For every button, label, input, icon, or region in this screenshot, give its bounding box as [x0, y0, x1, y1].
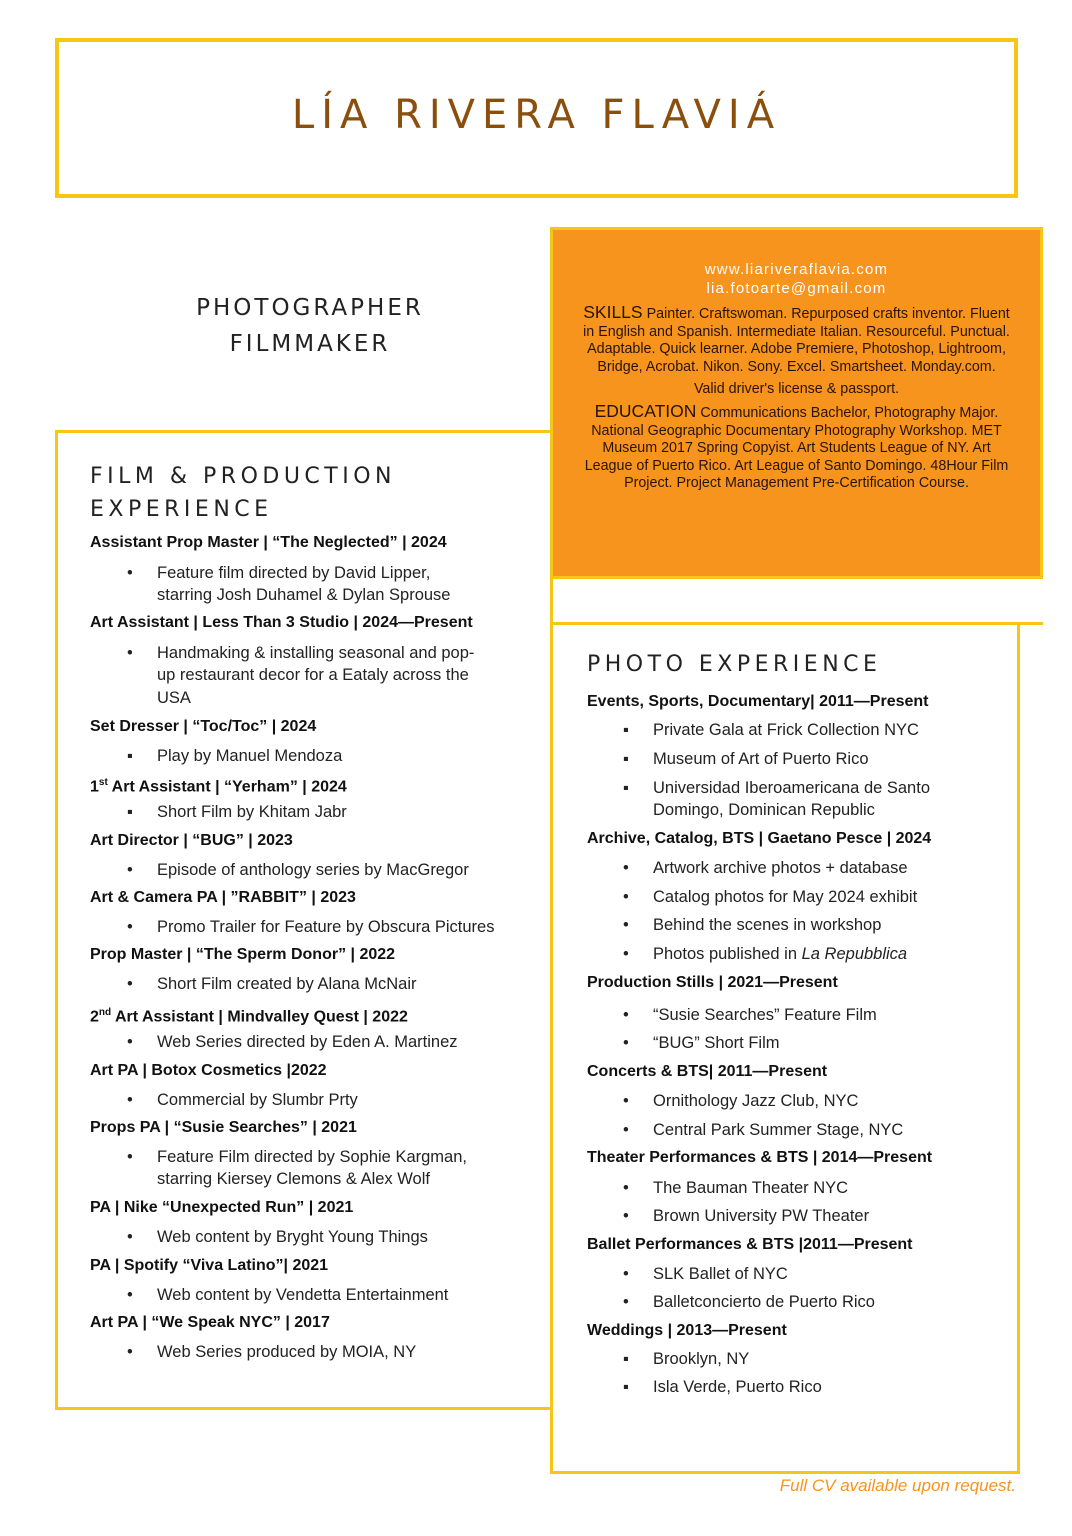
bullet-icon: •: [127, 1343, 133, 1361]
job-title: 2nd Art Assistant | Mindvalley Quest | 2022: [90, 1007, 408, 1026]
job-title: Events, Sports, Documentary| 2011—Present: [587, 693, 929, 710]
list-item: • The Bauman Theater NYC: [653, 1177, 848, 1200]
job-title: Props PA | “Susie Searches” | 2021: [90, 1119, 357, 1136]
list-item: • Web content by Bryght Young Things: [157, 1226, 428, 1249]
list-item: • Catalog photos for May 2024 exhibit: [653, 886, 917, 909]
skills-label: SKILLS: [583, 302, 643, 322]
job-title: Art & Camera PA | ”RABBIT” | 2023: [90, 889, 356, 906]
bullet-icon: •: [623, 1207, 629, 1225]
education-label: EDUCATION: [594, 400, 697, 421]
bullet-icon: •: [127, 1286, 133, 1304]
list-item: • Ornithology Jazz Club, NYC: [653, 1090, 858, 1113]
page-title: LÍA RIVERA FLAVIÁ: [291, 92, 782, 138]
role-line-1: PHOTOGRAPHER: [196, 295, 424, 321]
list-item: • Feature film directed by David Lipper,: [157, 562, 430, 585]
list-item: ▪ Universidad Iberoamericana de Santo: [653, 777, 930, 800]
bullet-icon: •: [623, 1121, 629, 1139]
list-item: • SLK Ballet of NYC: [653, 1263, 788, 1286]
website-link[interactable]: www.liariveraflavia.com: [704, 261, 889, 278]
job-title: Ballet Performances & BTS |2011—Present: [587, 1236, 913, 1253]
bullet-icon: •: [127, 975, 133, 993]
square-bullet-icon: ▪: [623, 1350, 629, 1368]
square-bullet-icon: ▪: [127, 747, 133, 765]
job-title: Weddings | 2013—Present: [587, 1322, 787, 1339]
list-item-cont: starring Kiersey Clemons & Alex Wolf: [157, 1170, 430, 1188]
bullet-icon: •: [623, 888, 629, 906]
list-item: • “Susie Searches” Feature Film: [653, 1004, 877, 1027]
list-item: • Web Series directed by Eden A. Martinez: [157, 1031, 458, 1054]
list-item: • Handmaking & installing seasonal and pop-: [157, 642, 474, 665]
list-item: ▪ Short Film by Khitam Jabr: [157, 801, 347, 824]
square-bullet-icon: ▪: [623, 1378, 629, 1396]
footer-note: Full CV available upon request.: [779, 1476, 1016, 1495]
list-item: ▪ Brooklyn, NY: [653, 1348, 749, 1371]
photo-section-title: PHOTO EXPERIENCE: [587, 652, 882, 677]
list-item: • Behind the scenes in workshop: [653, 914, 881, 937]
bullet-icon: •: [623, 1006, 629, 1024]
bullet-icon: •: [623, 1179, 629, 1197]
bullet-icon: •: [127, 564, 133, 582]
divider-line: [550, 622, 1043, 625]
list-item: • Brown University PW Theater: [653, 1205, 869, 1228]
bullet-icon: •: [127, 1148, 133, 1166]
square-bullet-icon: ▪: [623, 750, 629, 768]
list-item-cont: starring Josh Duhamel & Dylan Sprouse: [157, 586, 451, 604]
square-bullet-icon: ▪: [623, 779, 629, 797]
job-title: PA | Nike “Unexpected Run” | 2021: [90, 1199, 354, 1216]
bullet-icon: •: [623, 859, 629, 877]
list-item: ▪ Play by Manuel Mendoza: [157, 745, 342, 768]
list-item-cont: up restaurant decor for a Eataly across the: [157, 666, 469, 684]
list-item: • Promo Trailer for Feature by Obscura Pictures: [157, 916, 494, 939]
list-item: • Web Series produced by MOIA, NY: [157, 1341, 416, 1364]
email-link[interactable]: lia.fotoarte@gmail.com: [706, 280, 887, 297]
list-item: • Episode of anthology series by MacGregor: [157, 859, 469, 882]
job-title: 1st Art Assistant | “Yerham” | 2024: [90, 777, 347, 796]
bullet-icon: •: [623, 916, 629, 934]
education-text: Communications Bachelor, Photography Major. National Geographic Documentary Photography Workshop. MET Museum 2017 Spring Copyist. Art Students League of NY. Art League of Puerto Rico. Art League of Santo Domingo. 48Hour Film Project. Project Management Pre-Certification Course.: [584, 404, 1009, 492]
list-item: ▪ Isla Verde, Puerto Rico: [653, 1376, 822, 1399]
square-bullet-icon: ▪: [127, 803, 133, 821]
skills-text: Painter. Craftswoman. Repurposed crafts inventor. Fluent in English and Spanish. Intermediate Italian. Resourceful. Punctual. Adaptable. Quick learner. Adobe Premiere, Photoshop, Lightroom, Bridge, Acrobat. Nikon. Sony. Excel. Smartsheet. Monday.com.: [583, 306, 1010, 375]
job-title: Art PA | Botox Cosmetics |2022: [90, 1062, 327, 1079]
job-title: Concerts & BTS| 2011—Present: [587, 1063, 828, 1080]
list-item: ▪ Private Gala at Frick Collection NYC: [653, 719, 919, 742]
role-line-2: FILMMAKER: [229, 331, 391, 357]
job-title: Set Dresser | “Toc/Toc” | 2024: [90, 718, 317, 735]
bullet-icon: •: [623, 1265, 629, 1283]
bullet-icon: •: [127, 1228, 133, 1246]
bullet-icon: •: [127, 1091, 133, 1109]
skills-extra: Valid driver's license & passport.: [693, 381, 900, 398]
list-item: • Balletconcierto de Puerto Rico: [653, 1291, 875, 1314]
list-item: • Photos published in La Repubblica: [653, 943, 907, 966]
name-header-box: [55, 38, 1018, 198]
bullet-icon: •: [623, 1034, 629, 1052]
job-title: Prop Master | “The Sperm Donor” | 2022: [90, 946, 396, 963]
bullet-icon: •: [127, 644, 133, 662]
bullet-icon: •: [623, 1293, 629, 1311]
list-item: • “BUG” Short Film: [653, 1032, 780, 1055]
list-item: • Feature Film directed by Sophie Kargman,: [157, 1146, 467, 1169]
film-section-title-1: FILM & PRODUCTION: [90, 464, 396, 489]
bullet-icon: •: [127, 1033, 133, 1051]
bullet-icon: •: [127, 918, 133, 936]
info-box: [550, 227, 1043, 579]
job-title: Art Director | “BUG” | 2023: [90, 832, 293, 849]
list-item-cont: Domingo, Dominican Republic: [653, 801, 875, 819]
square-bullet-icon: ▪: [623, 721, 629, 739]
job-title: Production Stills | 2021—Present: [587, 974, 838, 991]
list-item: • Artwork archive photos + database: [653, 857, 908, 880]
list-item: ▪ Museum of Art of Puerto Rico: [653, 748, 869, 771]
list-item: • Central Park Summer Stage, NYC: [653, 1119, 903, 1142]
bullet-icon: •: [623, 1092, 629, 1110]
bullet-icon: •: [127, 861, 133, 879]
bullet-icon: •: [623, 945, 629, 963]
job-title: Art Assistant | Less Than 3 Studio | 2024—Present: [90, 614, 473, 631]
job-title: Assistant Prop Master | “The Neglected” | 2024: [90, 534, 447, 551]
film-section-title-2: EXPERIENCE: [90, 497, 273, 522]
job-title: Theater Performances & BTS | 2014—Present: [587, 1149, 933, 1166]
list-item-cont: USA: [157, 689, 191, 707]
job-title: Archive, Catalog, BTS | Gaetano Pesce | 2024: [587, 830, 932, 847]
list-item: • Web content by Vendetta Entertainment: [157, 1284, 448, 1307]
list-item: • Commercial by Slumbr Prty: [157, 1089, 358, 1112]
job-title: PA | Spotify “Viva Latino”| 2021: [90, 1257, 329, 1274]
publication-name: La Repubblica: [801, 945, 908, 963]
job-title: Art PA | “We Speak NYC” | 2017: [90, 1314, 330, 1331]
list-item: • Short Film created by Alana McNair: [157, 973, 417, 996]
